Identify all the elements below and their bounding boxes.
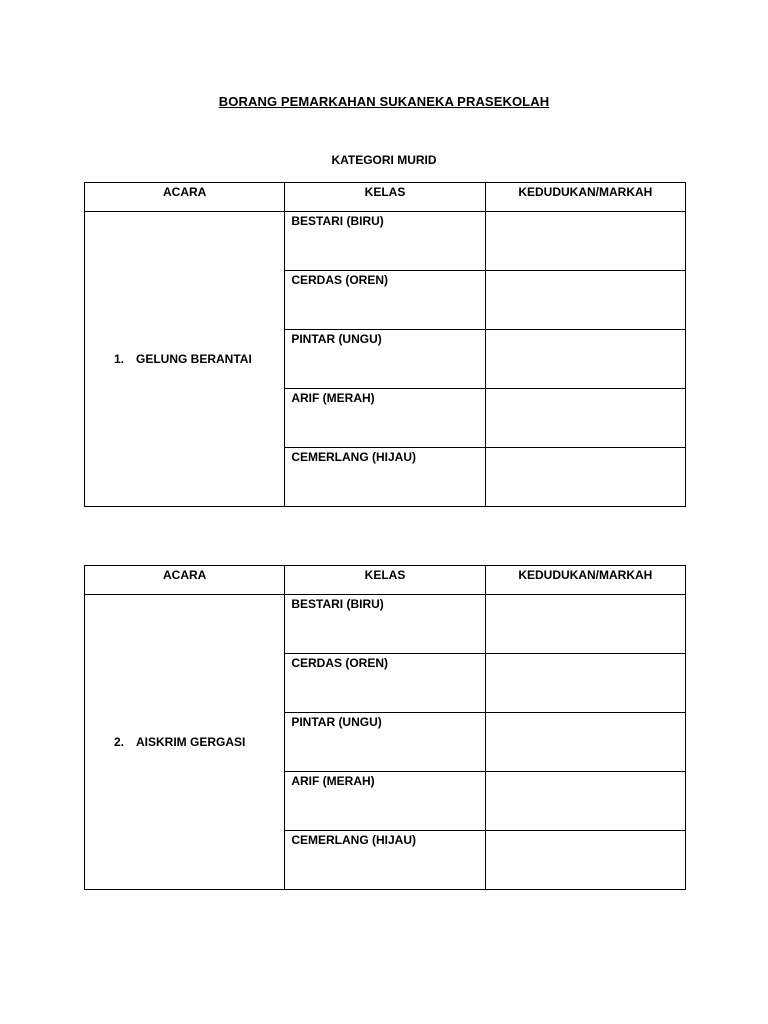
event-name-cell [85,595,285,890]
score-entry-cell[interactable] [485,772,685,831]
header-kedudukan-markah: KEDUDUKAN/MARKAH [485,183,685,212]
class-cell: BESTARI (BIRU) [285,212,485,271]
event-name: AISKRIM GERGASI [136,735,246,749]
score-entry-cell[interactable] [485,713,685,772]
class-cell: PINTAR (UNGU) [285,330,485,389]
header-acara: ACARA [85,183,285,212]
header-acara: ACARA [85,566,285,595]
class-cell: PINTAR (UNGU) [285,713,485,772]
header-kelas: KELAS [285,566,485,595]
score-entry-cell[interactable] [485,595,685,654]
score-entry-cell[interactable] [485,448,685,507]
table-row [85,212,686,271]
class-cell: CERDAS (OREN) [285,654,485,713]
class-cell: ARIF (MERAH) [285,772,485,831]
header-kedudukan-markah: KEDUDUKAN/MARKAH [485,566,685,595]
score-entry-cell[interactable] [485,831,685,890]
event-number: 2. [114,735,125,749]
category-heading: KATEGORI MURID [331,153,437,167]
class-cell: CEMERLANG (HIJAU) [285,448,485,507]
event-name-cell [85,212,285,507]
table-row [85,595,686,654]
document-title: BORANG PEMARKAHAN SUKANEKA PRASEKOLAH [218,94,550,109]
score-entry-cell[interactable] [485,271,685,330]
event-number: 1. [114,352,125,366]
score-entry-cell[interactable] [485,389,685,448]
event-name: GELUNG BERANTAI [136,352,252,366]
score-entry-cell[interactable] [485,212,685,271]
class-cell: BESTARI (BIRU) [285,595,485,654]
class-cell: CEMERLANG (HIJAU) [285,831,485,890]
class-cell: ARIF (MERAH) [285,389,485,448]
score-entry-cell[interactable] [485,654,685,713]
table-header-row [85,183,686,212]
table-header-row [85,566,686,595]
event-score-table [84,182,686,507]
class-cell: CERDAS (OREN) [285,271,485,330]
header-kelas: KELAS [285,183,485,212]
event-score-table [84,565,686,890]
score-entry-cell[interactable] [485,330,685,389]
